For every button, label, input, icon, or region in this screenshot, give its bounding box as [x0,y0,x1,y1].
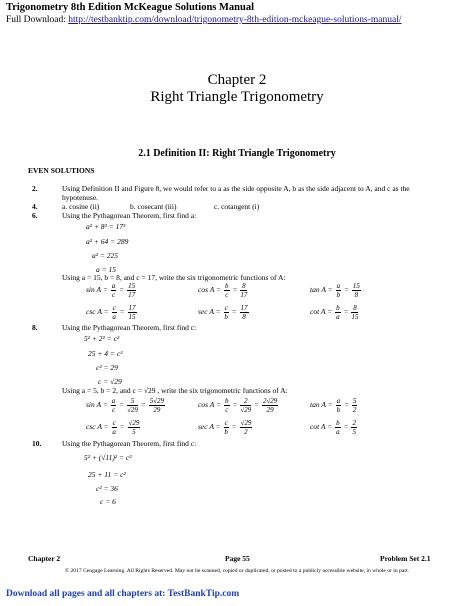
problem-2-text-line1: Using Definition II and Figure 8, we would refer to a as the side opposite A, b as the side adjacent to A, and c as the [62,184,410,193]
bottom-download-link[interactable]: Download all pages and all chapters at: TestBankTip.com [6,589,240,599]
p8-func-csc: csc A = $\frac{c}{a}$ = $\frac{√29}{5}$ [86,419,140,436]
document-title: Trigonometry 8th Edition McKeague Solutions Manual [6,2,255,13]
problem-10-number: 10. [32,439,42,448]
footer-page: Page 55 [225,554,250,563]
problem-8-step-3: c² = 29 [96,363,118,372]
p8-func-sin: sin A = $\frac{a}{c}$ = $\frac{5}{√29}$ = $\frac{5√29}{29}$ [86,397,165,414]
p6-func-cot: cot A = $\frac{b}{a}$ = $\frac{8}{15}$ [310,304,359,321]
problem-8-given: Using a = 5, b = 2, and c = √29 , write the six trigonometric functions of A: [62,386,288,395]
problem-10-step-3: c² = 36 [96,484,118,493]
chapter-number: Chapter 2 [207,72,267,88]
problem-6-number: 6. [32,211,38,220]
problem-2-text-line2: hypotenuse. [62,193,99,202]
p6-func-sin: sin A = $\frac{a}{c}$ = $\frac{15}{17}$ [86,282,136,299]
problem-6-step-2: a² + 64 = 289 [86,237,129,246]
p6-func-cos: cos A = $\frac{b}{c}$ = $\frac{8}{17}$ [198,282,248,299]
p8-func-cot: cot A = $\frac{b}{a}$ = $\frac{2}{5}$ [310,419,356,436]
problem-6-intro: Using the Pythagorean Theorem, first find a: [62,211,197,220]
copyright-notice: © 2017 Cengage Learning. All Rights Reserved. May not be scanned, copied or duplicated, or posted to a publicly accessible website, in whole or in part. [64,568,410,574]
problem-2-number: 2. [32,184,38,193]
problem-6-step-4: a = 15 [96,265,117,274]
problem-10-step-4: c = 6 [100,497,116,506]
problem-10-step-2: 25 + 11 = c² [88,470,126,479]
problem-10-intro: Using the Pythagorean Theorem, first find c: [62,439,197,448]
problem-8-step-2: 25 + 4 = c² [88,349,123,358]
full-download-line [6,15,402,25]
p6-func-tan: tan A = $\frac{a}{b}$ = $\frac{15}{8}$ [310,282,360,299]
problem-8-step-4: c = √29 [98,377,122,386]
problem-4-number: 4. [32,202,38,211]
problem-4-part-a: a. cosine (ii) [62,202,100,211]
problem-8-intro: Using the Pythagorean Theorem, first find c: [62,323,197,332]
problem-10-step-1: 5² + (√11)² = c² [84,453,132,462]
p8-func-cos: cos A = $\frac{b}{c}$ = $\frac{2}{√29}$ = $\frac{2√29}{29}$ [198,397,278,414]
download-link[interactable]: http://testbanktip.com/download/trigonometry-8th-edition-mckeague-solutions-manual/ [68,15,402,25]
problem-6-step-1: a² + 8² = 17² [86,222,126,231]
p6-func-sec: sec A = $\frac{c}{b}$ = $\frac{17}{8}$ [198,304,248,321]
problem-4-part-c: c. cotangent (i) [214,202,260,211]
chapter-title: Right Triangle Trigonometry [150,89,324,105]
problem-6-step-3: a² = 225 [92,251,119,260]
footer-chapter: Chapter 2 [28,554,61,563]
problem-8-step-1: 5² + 2² = c² [84,334,120,343]
even-solutions-heading: EVEN SOLUTIONS [28,166,95,175]
problem-4-part-b: b. cosecant (iii) [130,202,177,211]
footer-problem-set: Problem Set 2.1 [380,554,431,563]
p8-func-sec: sec A = $\frac{c}{b}$ = $\frac{√29}{2}$ [198,419,252,436]
problem-8-number: 8. [32,323,38,332]
download-label: Full Download: [6,15,69,25]
section-title: 2.1 Definition II: Right Triangle Trigonometry [138,148,336,159]
problem-6-given: Using a = 15, b = 8, and c = 17, write the six trigonometric functions of A: [62,273,286,282]
p6-func-csc: csc A = $\frac{c}{a}$ = $\frac{17}{15}$ [86,304,136,321]
p8-func-tan: tan A = $\frac{a}{b}$ = $\frac{5}{2}$ [310,397,357,414]
